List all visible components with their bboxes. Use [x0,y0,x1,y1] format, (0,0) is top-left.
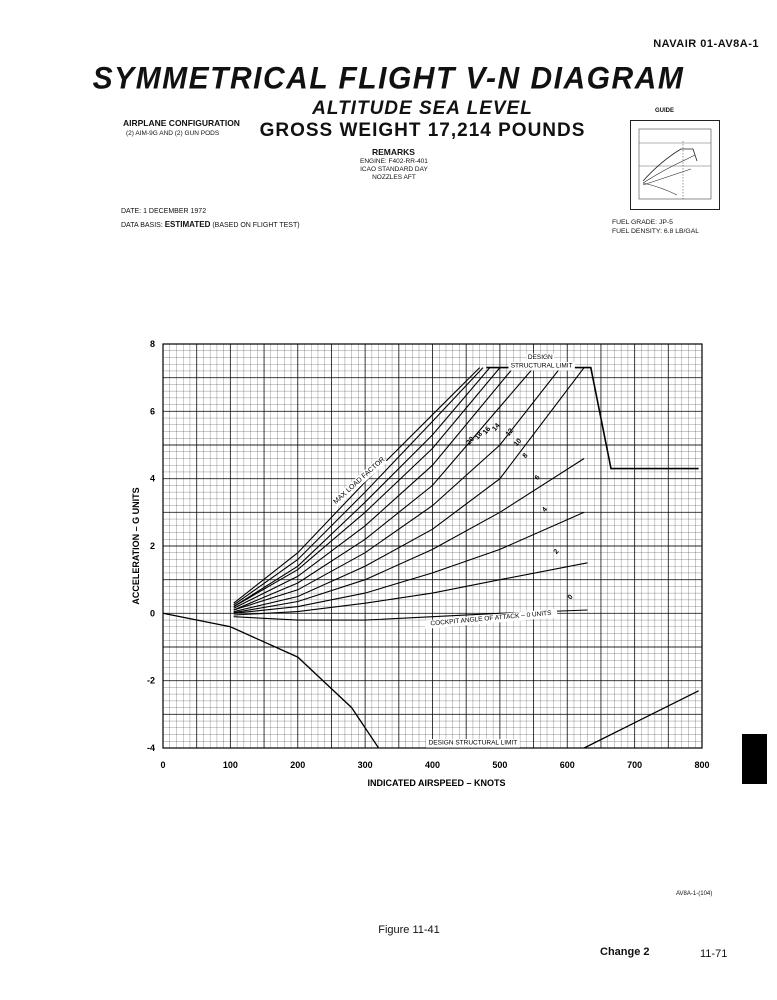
design-structural-label-2: STRUCTURAL LIMIT [510,362,573,370]
remarks-engine: ENGINE: F402-RR-401 [360,158,428,165]
altitude-subtitle: ALTITUDE SEA LEVEL [312,98,533,119]
y-axis-label: ACCELERATION – G UNITS [131,487,141,605]
series-line-4 [234,512,584,613]
x-axis-label: INDICATED AIRSPEED – KNOTS [367,778,506,788]
date-label: DATE: [121,208,142,215]
y-tick-label: 6 [149,406,155,417]
series-label-8: 8 [521,452,530,460]
page-title: SYMMETRICAL FLIGHT V-N DIAGRAM [92,61,685,96]
y-tick-label: 8 [149,339,155,349]
cockpit-aoa-label: COCKPIT ANGLE OF ATTACK – 0 UNITS [430,609,552,628]
series-label-12: 12 [504,427,516,438]
y-tick-label: -4 [146,743,155,753]
series-label-2: 2 [552,548,561,556]
x-tick-label: 300 [357,760,373,770]
design-structural-bottom-label-group [426,739,520,748]
fuel-grade: FUEL GRADE: JP-5 [612,219,673,226]
x-tick-label: 400 [424,760,441,770]
chart-ticks [131,339,710,788]
page-number: 11-71 [700,948,728,960]
document-id: NAVAIR 01-AV8A-1 [653,38,759,50]
x-tick-label: 500 [492,760,508,770]
x-tick-label: 0 [160,760,166,770]
section-tab-marker [742,734,767,784]
series-label-4: 4 [541,506,550,514]
change-label: Change 2 [600,946,650,958]
guide-heading: GUIDE [655,108,675,114]
x-tick-label: 800 [694,760,710,770]
series-label-20: 20 [465,435,477,447]
series-label-16: 16 [481,425,493,437]
design-structural-label-1-group [527,354,554,363]
date-value: 1 DECEMBER 1972 [143,208,207,215]
chart-series [234,368,588,620]
x-tick-label: 600 [559,760,575,770]
basis-value: ESTIMATED [164,220,211,229]
remarks-heading: REMARKS [372,147,415,157]
figure-caption: Figure 11-41 [378,924,440,936]
config-value: (2) AIM-9G AND (2) GUN PODS [126,130,220,137]
series-line-14 [234,368,514,609]
design-structural-label-1: DESIGN [527,354,553,362]
x-tick-label: 700 [627,760,643,770]
fuel-density: FUEL DENSITY: 6.8 LB/GAL [612,228,700,235]
remarks-nozzles: NOZZLES AFT [372,174,416,181]
series-line-10 [234,368,561,610]
config-heading: AIRPLANE CONFIGURATION [123,118,240,128]
series-line-2 [234,563,588,615]
weight-subtitle: GROSS WEIGHT 17,214 POUNDS [259,120,586,141]
y-tick-label: 2 [149,541,155,551]
series-line-18 [234,368,493,607]
design-structural-bottom-label: DESIGN STRUCTURAL LIMIT [428,739,518,747]
y-tick-label: -2 [146,675,155,686]
series-label-6: 6 [533,474,542,482]
figure-code: AV8A-1-(104) [676,891,713,897]
x-tick-label: 200 [290,760,306,770]
basis-note: (BASED ON FLIGHT TEST) [212,222,300,229]
basis-label: DATA BASIS: [121,222,163,229]
y-tick-label: 0 [149,608,155,619]
remarks-day: ICAO STANDARD DAY [360,166,428,173]
cockpit-aoa-label-group [425,609,558,629]
series-label-14: 14 [491,422,502,433]
x-tick-label: 100 [222,760,238,770]
chart-grid [163,344,702,748]
design-structural-label-2-group [508,362,574,371]
max-load-factor-label: MAX LOAD FACTOR [332,456,387,506]
series-label-10: 10 [512,437,524,448]
y-tick-label: 4 [149,473,155,484]
series-label-18: 18 [473,430,485,442]
series-label-0: 0 [566,593,575,602]
